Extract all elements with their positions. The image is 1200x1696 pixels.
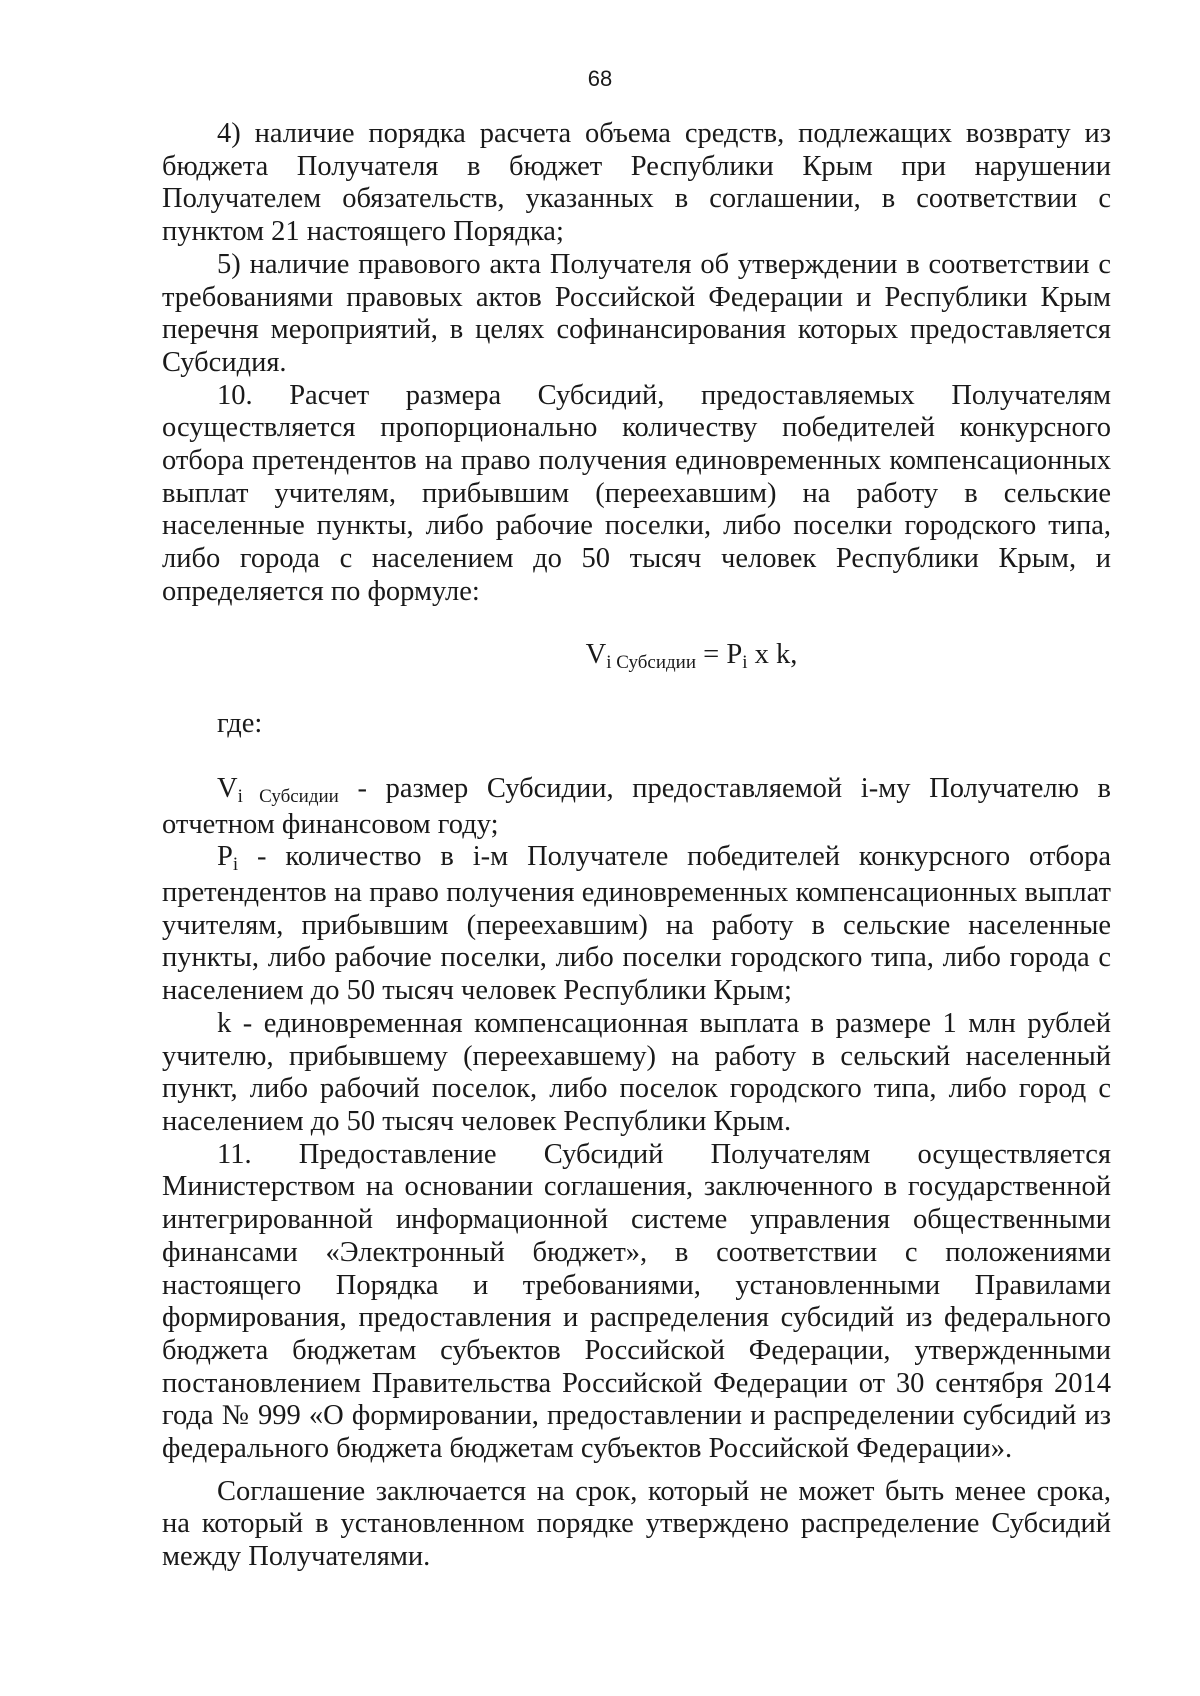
def-v-text: - размер Субсидии, предоставляемой i-му Получателю в отчетном финансовом году; (162, 772, 1111, 840)
def-p-symbol: P (217, 841, 233, 873)
subsidy-formula (162, 639, 1111, 675)
paragraph-item-4: 4) наличие порядка расчета объема средств, подлежащих возврату из бюджета Получателя в бюджет Республики Крым при нарушении Получателем обязательств, указанных в соглашении, в соответствии с пунктом 21 настоящего Порядка; (162, 118, 1111, 248)
def-v-subscript: i (237, 785, 243, 807)
formula-p-subscript: i (742, 651, 748, 673)
formula-equals-p: = P (696, 638, 743, 670)
where-label: где: (217, 708, 263, 740)
formula-v-subscript: i Субсидии (606, 651, 696, 673)
paragraph-agreement: Соглашение заключается на срок, который не может быть менее срока, на который в установленном порядке утверждено распределение Субсидий между Получателями. (162, 1475, 1111, 1573)
paragraph-item-5: 5) наличие правового акта Получателя об утверждении в соответствии с требованиями правовых актов Российской Федерации и Республики Крым перечня мероприятий, в целях софинансирования которых предоставляется Субсидия. (162, 248, 1111, 378)
definition-k: k - единовременная компенсационная выплата в размере 1 млн рублей учителю, прибывшему (переехавшему) на работу в сельский населенный пункт, либо рабочий поселок, либо поселок городского типа, либо город с населением до 50 тысяч человек Республики Крым. (162, 1007, 1111, 1137)
def-v-symbol: V (217, 772, 238, 804)
def-v-subscript-word: Субсидии (242, 785, 339, 807)
paragraph-item-10: 10. Расчет размера Субсидий, предоставляемых Получателям осуществляется пропорционально количеству победителей конкурсного отбора претендентов на право получения единовременных компенсационных выплат учителям, прибывшим (переехавшим) на работу в сельские населенные пункты, либо рабочие поселки, либо поселки городского типа, либо города с населением до 50 тысяч человек Республики Крым, и определяется по формуле: (162, 379, 1111, 607)
paragraph-item-11: 11. Предоставление Субсидий Получателям осуществляется Министерством на основании соглашения, заключенного в государственной интегрированной информационной системе управления общественными финансами «Электронный бюджет», в соответствии с положениями настоящего Порядка и требованиями, установленными Правилами формирования, предоставления и распределения субсидий из федерального бюджета бюджетам субъектов Российской Федерации, утвержденными постановлением Правительства Российской Федерации от 30 сентября 2014 года № 999 «О формировании, предоставлении и распределении субсидий из федерального бюджета бюджетам субъектов Российской Федерации». (162, 1138, 1111, 1465)
formula-v-symbol: V (585, 638, 607, 670)
formula-rest: x k, (747, 638, 798, 670)
document-body (162, 118, 1111, 1574)
def-p-text: - количество в i-м Получателе победителей конкурсного отбора претендентов на право получения единовременных компенсационных выплат учителям, прибывшим (переехавшим) на работу в сельские населенные пункты, либо рабочие поселки, либо поселки городского типа, либо города с населением до 50 тысяч человек Республики Крым; (162, 841, 1111, 1007)
def-p-subscript: i (232, 854, 239, 876)
page-number: 68 (587, 66, 613, 91)
definition-v (162, 773, 1111, 841)
definition-p (162, 841, 1111, 1008)
